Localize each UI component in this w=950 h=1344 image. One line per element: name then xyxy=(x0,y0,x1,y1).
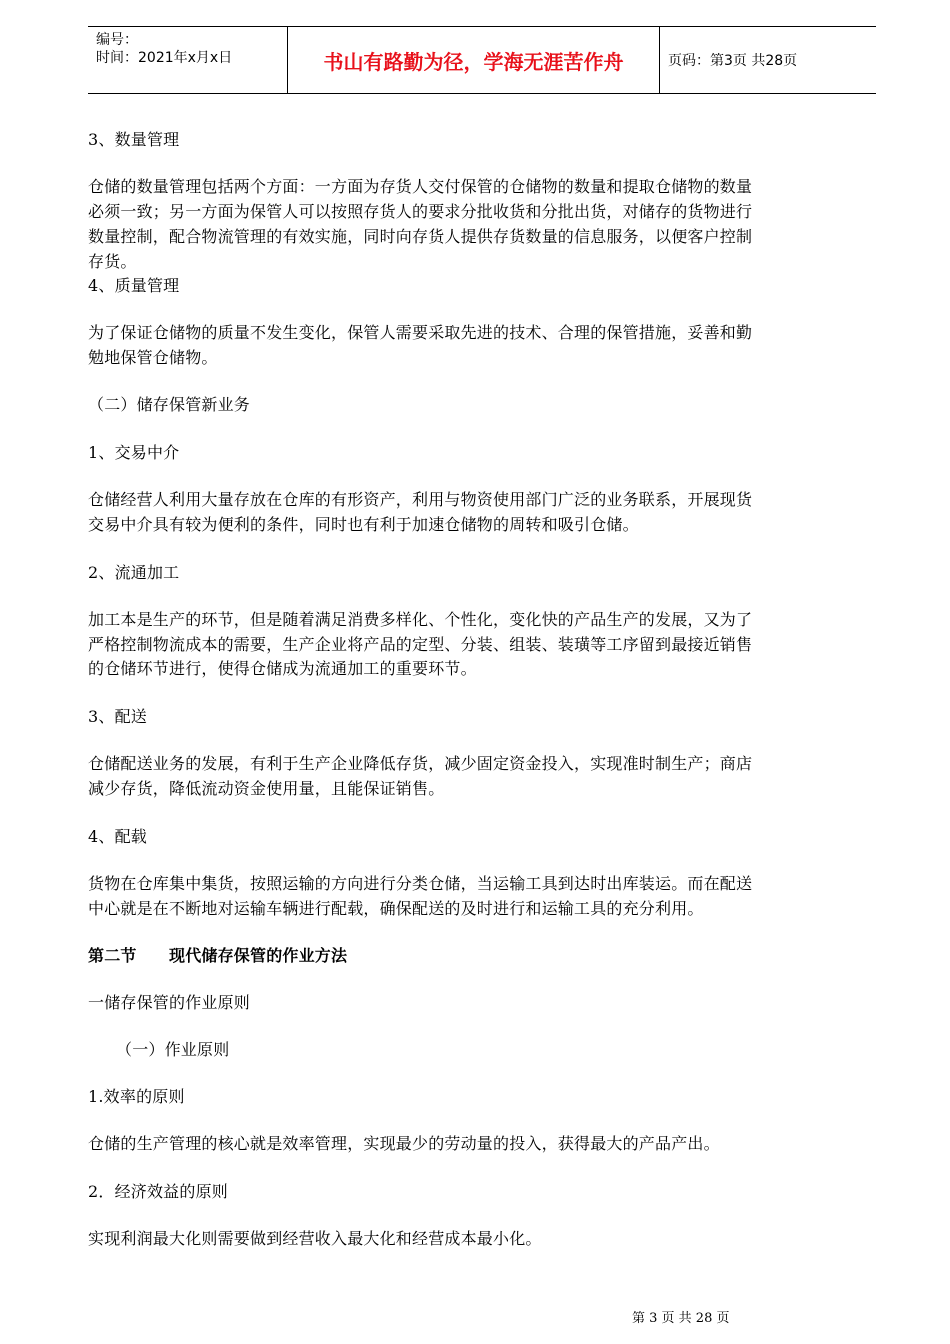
section-heading: 1.效率的原则 xyxy=(88,1087,185,1106)
paragraph-line: 交易中介具有较为便利的条件，同时也有利于加速仓储物的周转和吸引仓储。 xyxy=(88,515,639,534)
paragraph-line: 数量控制，配合物流管理的有效实施，同时向存货人提供存货数量的信息服务，以便客户控制 xyxy=(88,227,753,246)
paragraph-line: 实现利润最大化则需要做到经营收入最大化和经营成本最小化。 xyxy=(88,1229,542,1248)
paragraph-line: 的仓储环节进行，使得仓储成为流通加工的重要环节。 xyxy=(88,659,477,678)
subsection-heading: （一）作业原则 xyxy=(116,1040,230,1059)
paragraph-line: 为了保证仓储物的质量不发生变化，保管人需要采取先进的技术、合理的保管措施，妥善和勤 xyxy=(88,323,753,342)
paragraph-line: 仓储的生产管理的核心就是效率管理，实现最少的劳动量的投入，获得最大的产品产出。 xyxy=(88,1134,720,1153)
section-heading: 3、配送 xyxy=(88,707,147,726)
paragraph-line: 中心就是在不断地对运输车辆进行配载，确保配送的及时进行和运输工具的充分利用。 xyxy=(88,899,704,918)
section-heading: 3、数量管理 xyxy=(88,130,180,149)
page-header xyxy=(88,26,876,94)
paragraph-line: 仓储经营人利用大量存放在仓库的有形资产，利用与物资使用部门广泛的业务联系，开展现货 xyxy=(88,490,753,509)
document-number-label: 编号： xyxy=(96,32,138,48)
paragraph-line: 货物在仓库集中集货，按照运输的方向进行分类仓储，当运输工具到达时出库装运。而在配送 xyxy=(88,874,753,893)
paragraph-line: 存货。 xyxy=(88,252,137,271)
chapter-section-title: 第二节 现代储存保管的作业方法 xyxy=(88,946,348,965)
section-heading: 1、交易中介 xyxy=(88,443,180,462)
section-heading: 2、流通加工 xyxy=(88,563,180,582)
paragraph-line: 勉地保管仓储物。 xyxy=(88,348,218,367)
page-footer: 第 3 页 共 28 页 xyxy=(632,1311,730,1326)
paragraph-line: 加工本是生产的环节，但是随着满足消费多样化、个性化，变化快的产品生产的发展，又为了 xyxy=(88,610,753,629)
header-meta xyxy=(88,27,288,93)
document-time-label: 时间：2021年x月x日 xyxy=(96,50,233,66)
paragraph-line: 严格控制物流成本的需要，生产企业将产品的定型、分装、组装、装璜等工序留到最接近销售 xyxy=(88,635,753,654)
header-motto: 书山有路勤为径，学海无涯苦作舟 xyxy=(288,27,660,93)
section-heading: 一储存保管的作业原则 xyxy=(88,993,251,1012)
page-count-label: 页码：第3页 共28页 xyxy=(668,53,798,69)
header-page-info xyxy=(660,27,876,93)
section-heading: 4、配载 xyxy=(88,827,147,846)
section-heading: 2．经济效益的原则 xyxy=(88,1182,228,1201)
paragraph-line: 仓储的数量管理包括两个方面：一方面为存货人交付保管的仓储物的数量和提取仓储物的数量 xyxy=(88,177,753,196)
section-heading: （二）储存保管新业务 xyxy=(88,395,251,414)
paragraph-line: 必须一致；另一方面为保管人可以按照存货人的要求分批收货和分批出货，对储存的货物进行 xyxy=(88,202,753,221)
paragraph-line: 仓储配送业务的发展，有利于生产企业降低存货，减少固定资金投入，实现准时制生产；商店 xyxy=(88,754,753,773)
section-heading: 4、质量管理 xyxy=(88,276,180,295)
paragraph-line: 减少存货，降低流动资金使用量，且能保证销售。 xyxy=(88,779,445,798)
